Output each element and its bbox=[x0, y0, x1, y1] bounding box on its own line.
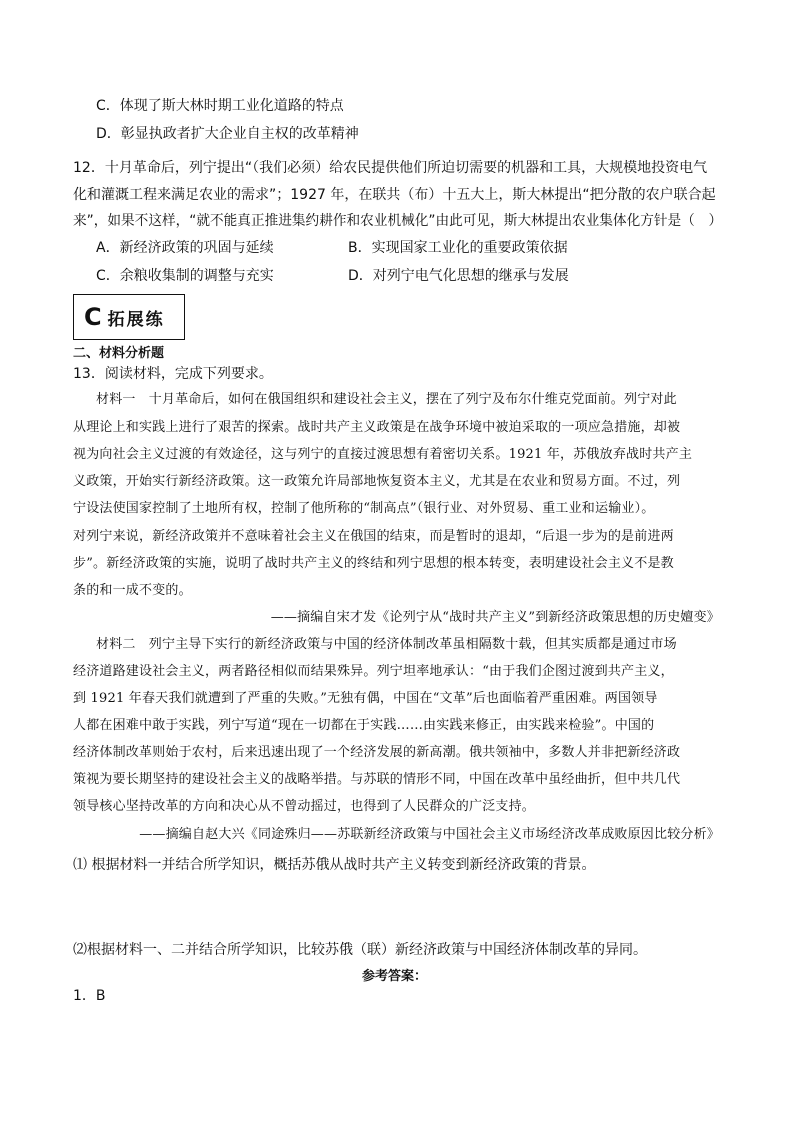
material1-line: 步”。新经济政策的实施，说明了战时共产主义的终结和列宁思想的根本转变，表明建设社会主义不是教 bbox=[73, 556, 674, 571]
q13-sub1: ⑴ 根据材料一并结合所学知识，概括苏俄从战时共产主义转变到新经济政策的背景。 bbox=[73, 857, 596, 873]
q12-option-a: A．新经济政策的巩固与延续 bbox=[96, 240, 274, 256]
badge-letter: C bbox=[84, 303, 102, 331]
material2-source: ——摘编自赵大兴《同途殊归——苏联新经济政策与中国社会主义市场经济改革成败原因比较分析》 bbox=[139, 827, 720, 842]
material1-line: 宁设法使国家控制了土地所有权，控制了他所称的“制高点”（银行业、对外贸易、重工业和运输业）。 bbox=[73, 501, 655, 516]
q12-option-d: D．对列宁电气化思想的继承与发展 bbox=[348, 268, 569, 284]
material2-line: 人都在困难中敢于实践，列宁写道“现在一切都在于实践……由实践来修正，由实践来检验”。中国的 bbox=[73, 718, 655, 733]
material2-line: 领导核心坚持改革的方向和决心从不曾动摇过，也得到了人民群众的广泛支持。 bbox=[73, 799, 536, 814]
q11-option-c: C．体现了斯大林时期工业化道路的特点 bbox=[96, 98, 344, 114]
badge-text: 拓展练 bbox=[107, 309, 165, 330]
material1-line: 视为向社会主义过渡的有效途径，这与列宁的直接过渡思想有着密切关系。1921 年，苏俄放弃战时共产主 bbox=[73, 447, 693, 462]
material2-line: 经济体制改革则始于农村，后来迅速出现了一个经济发展的新高潮。俄共领袖中，多数人并非把新经济政 bbox=[73, 745, 681, 760]
q13-sub2: ⑵根据材料一、二并结合所学知识，比较苏俄（联）新经济政策与中国经济体制改革的异同。 bbox=[73, 942, 647, 958]
q12-stem-line1: 12．十月革命后，列宁提出“（我们必须）给农民提供他们所迫切需要的机器和工具，大规模地投资电气 bbox=[73, 160, 708, 176]
section-badge bbox=[73, 294, 185, 340]
q12-option-b: B．实现国家工业化的重要政策依据 bbox=[348, 240, 568, 256]
q11-option-d: D．彰显执政者扩大企业自主权的改革精神 bbox=[96, 126, 359, 142]
material2-line: 策视为要长期坚持的建设社会主义的战略举措。与苏联的情形不同，中国在改革中虽经曲折，但中共几代 bbox=[73, 772, 681, 787]
material2-line: 到 1921 年春天我们就遭到了严重的失败。”无独有偶，中国在“文革”后也面临着严重困难。两国领导 bbox=[73, 691, 658, 706]
q12-stem-line3: 来”，如果不这样，“就不能真正推进集约耕作和农业机械化”由此可见，斯大林提出农业集体化方针是（ ） bbox=[73, 213, 723, 229]
material1-line: 义政策，开始实行新经济政策。这一政策允许局部地恢复资本主义，尤其是在农业和贸易方面。不过，列 bbox=[73, 474, 681, 489]
material2-line: 经济道路建设社会主义，两者路径相似而结果殊异。列宁坦率地承认：“由于我们企图过渡到共产主义， bbox=[73, 664, 674, 679]
q12-option-c: C．余粮收集制的调整与充实 bbox=[96, 268, 274, 284]
material1-source: ——摘编自宋才发《论列宁从“战时共产主义”到新经济政策思想的历史嬗变》 bbox=[270, 610, 720, 625]
section-heading: 二、材料分析题 bbox=[73, 346, 165, 361]
material1-line: 从理论上和实践上进行了艰苦的探索。战时共产主义政策是在战争环境中被迫采取的一项应急措施，却被 bbox=[73, 420, 681, 435]
answers-heading: 参考答案： bbox=[362, 969, 428, 984]
q12-stem-line2: 化和灌溉工程来满足农业的需求”；1927 年，在联共（布）十五大上，斯大林提出“把分散的农户联合起 bbox=[73, 187, 716, 203]
material1-line: 材料一 十月革命后，如何在俄国组织和建设社会主义，摆在了列宁及布尔什维克党面前。列宁对此 bbox=[96, 392, 677, 407]
material2-line: 材料二 列宁主导下实行的新经济政策与中国的经济体制改革虽相隔数十载，但其实质都是通过市场 bbox=[96, 637, 677, 652]
material1-line: 对列宁来说，新经济政策并不意味着社会主义在俄国的结束，而是暂时的退却，“后退一步为的是前进两 bbox=[73, 529, 674, 544]
q13-stem: 13．阅读材料，完成下列要求。 bbox=[73, 366, 273, 382]
answer-1: 1．B bbox=[73, 988, 106, 1004]
material1-line: 条的和一成不变的。 bbox=[73, 583, 192, 598]
